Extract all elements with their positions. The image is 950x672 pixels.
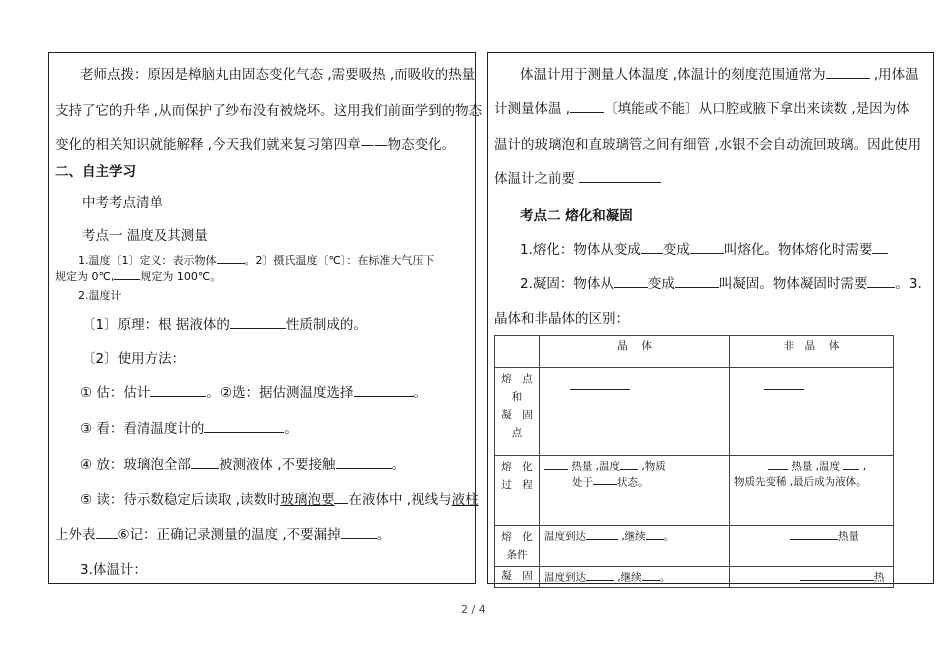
page-number: 2 / 4 <box>461 603 486 616</box>
cell-noncrystal-solidifying: 热 <box>730 567 894 588</box>
right-frame-right <box>933 52 934 584</box>
solidifying-definition <box>520 272 922 292</box>
intro-line-1: 老师点拨：原因是樟脑丸由固态变化气态 ,需要吸热 ,而吸收的热量 <box>80 67 476 83</box>
melting-c: 叫熔化。物体熔化时需要 <box>723 242 873 258</box>
step-read <box>80 488 479 508</box>
principle-line <box>82 313 367 333</box>
clinical-line-1 <box>520 63 919 83</box>
intro-line-2: 支持了它的升华 ,从而保护了纱布没有被烧坏。这用我们前面学到的物态 <box>55 103 483 119</box>
table-header-row <box>495 336 894 368</box>
table-row <box>495 526 894 567</box>
step-read-a: ⑤ 读：待示数稳定后读取 ,读数时 <box>80 492 281 508</box>
def-text-b: 。2〕摄氏温度〔℃〕：在标准大气压下 <box>244 254 435 267</box>
step-look-b: 。 <box>284 421 298 437</box>
usage-heading: 〔2〕使用方法： <box>82 351 186 367</box>
step-place <box>80 453 405 473</box>
crystal-difference-heading: 晶体和非晶体的区别： <box>494 311 629 327</box>
cell-crystal-solidifying: 温度到达 ,继续 。 <box>540 567 730 588</box>
cell-noncrystal-melting-process: 热量 ,温度 , 物质先变稀 ,最后成为液体。 <box>730 456 894 526</box>
step-look-a: ③ 看：看清温度计的 <box>80 421 205 437</box>
intro-line-3: 变化的相关知识就能解释 ,今天我们就来复习第四章——物态变化。 <box>55 137 456 153</box>
step-place-c: 。 <box>391 457 405 473</box>
clinical-1a: 体温计用于测量人体温度 ,体温计的刻度范围通常为 <box>520 67 826 83</box>
step-estimate-b: 。②选：据估测温度选择 <box>206 385 354 401</box>
melting-definition <box>520 238 888 258</box>
def-text-a: 1.温度〔1〕定义：表示物体 <box>78 254 217 267</box>
row-label-melting-process: 熔 化 过 程 <box>495 456 540 526</box>
solid-c: 叫凝固。物体凝固时需要 <box>718 276 868 292</box>
left-frame-left <box>48 52 49 584</box>
checklist-title: 中考考点清单 <box>82 195 163 211</box>
cell-crystal-melting-point <box>540 368 730 456</box>
clinical-1b: ,用体温 <box>869 67 919 83</box>
step-look <box>80 417 298 437</box>
left-frame-bottom <box>48 583 476 584</box>
step-estimate-c: 。 <box>413 385 428 401</box>
step-read-d: 液柱 <box>451 492 479 508</box>
solid-d: 。3. <box>895 276 922 292</box>
solid-a: 2.凝固：物体从 <box>520 276 614 292</box>
cell-noncrystal-melting-condition: 热量 <box>730 526 894 567</box>
header-noncrystal: 非 晶 体 <box>730 336 894 368</box>
step-estimate-a: ① 估：估计 <box>80 385 151 401</box>
clinical-line-2 <box>494 97 910 117</box>
clinical-2a: 计测量体温 , <box>494 101 571 117</box>
celsius-definition <box>55 268 221 284</box>
clinical-2b: 〔填能或不能〕从口腔或腋下拿出来读数 ,是因为体 <box>604 101 910 117</box>
thermometer-heading: 2.温度计 <box>78 289 122 302</box>
crystal-comparison-table <box>494 335 894 588</box>
step-record-a: 上外表 <box>55 527 96 543</box>
clinical-line-3: 温计的玻璃泡和直玻璃管之间有细管 ,水银不会自动流回玻璃。因此使用 <box>494 137 922 153</box>
principle-text-b: 性质制成的。 <box>285 317 367 333</box>
left-frame-top <box>48 52 476 53</box>
table-row <box>495 368 894 456</box>
clinical-4: 体温计之前要 <box>494 171 575 187</box>
right-frame-left <box>487 52 488 584</box>
celsius-text-b: 规定为 100℃。 <box>140 270 222 283</box>
table-row <box>495 456 894 526</box>
row-label-melting-condition: 熔 化 条件 <box>495 526 540 567</box>
celsius-text-a: 规定为 0℃, <box>55 270 115 283</box>
step-record <box>55 523 390 543</box>
table-row <box>495 567 894 588</box>
row-label-solidifying: 凝 固 <box>495 567 540 588</box>
header-crystal: 晶 体 <box>540 336 730 368</box>
right-frame-top <box>487 52 934 53</box>
step-read-c: 在液体中 ,视线与 <box>348 492 452 508</box>
section-heading: 二、自主学习 <box>55 164 136 180</box>
topic-one-heading: 考点一 温度及其测量 <box>82 228 208 244</box>
table-corner-cell <box>495 336 540 368</box>
step-record-b: ⑥记：正确记录测量的温度 ,不要漏掉 <box>117 527 341 543</box>
step-place-a: ④ 放：玻璃泡全部 <box>80 457 191 473</box>
cell-noncrystal-melting-point <box>730 368 894 456</box>
melting-b: 变成 <box>662 242 690 258</box>
clinical-line-4 <box>494 167 661 187</box>
step-place-b: 被测液体 ,不要接触 <box>218 457 336 473</box>
principle-text-a: 〔1〕原理：根 据液体的 <box>82 317 230 333</box>
melting-a: 1.熔化：物体从变成 <box>520 242 641 258</box>
step-read-b: 玻璃泡要 <box>280 492 335 508</box>
cell-crystal-melting-process: 热量 ,温度 ,物质 处于 状态。 <box>540 456 730 526</box>
step-record-c: 。 <box>376 527 391 543</box>
cell-crystal-melting-condition: 温度到达 ,继续 。 <box>540 526 730 567</box>
topic-two-heading: 考点二 熔化和凝固 <box>520 208 633 224</box>
temperature-definition <box>78 252 434 268</box>
solid-b: 变成 <box>647 276 675 292</box>
clinical-thermometer-heading: 3.体温计： <box>80 562 147 578</box>
row-label-melting-point: 熔 点 和 凝 固点 <box>495 368 540 456</box>
step-estimate <box>80 381 427 401</box>
